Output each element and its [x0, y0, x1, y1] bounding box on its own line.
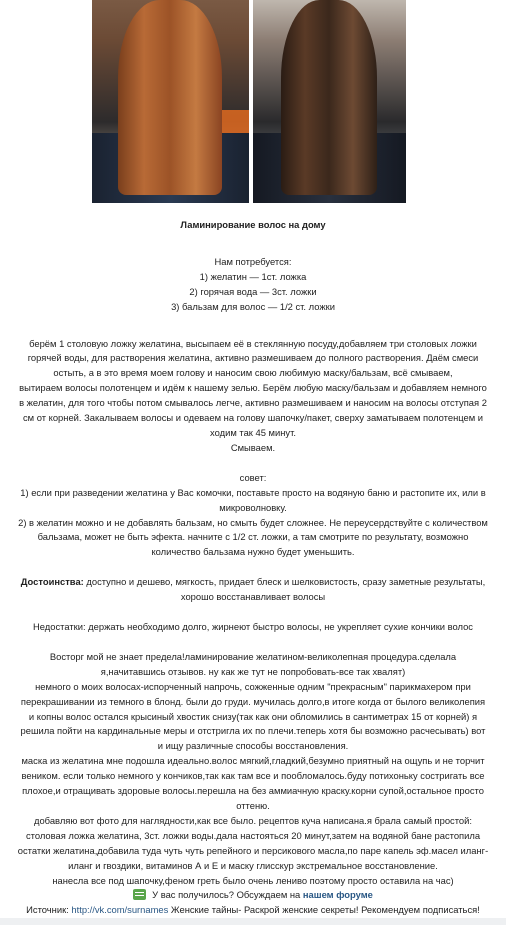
review-line: маска из желатина мне подошла идеально.волос мягкий,гладкий,безумно приятный на ощупь и не торчит [21, 755, 485, 767]
instruction-line: в желатин, для того чтобы потом смывалось легче, активно размешиваем и наносим на волосы отступая 2 [19, 397, 487, 409]
instruction-line: ходим так 45 минут. [210, 426, 296, 438]
instruction-line: берём 1 столовую ложку желатина, высыпаем её в стеклянную посуду,добавляем три столовых ложки [29, 337, 477, 349]
review-line: Восторг мой не знает предела!ламинирование желатином-великолепная процедура.сделала [49, 650, 457, 662]
review-line: добавляю вот фото для наглядности,как все было. рецептов куча написана.я брала самый простой: [34, 814, 472, 826]
need-heading: Нам потребуется: [214, 255, 292, 267]
advice-line: количество бальзама нужно будет уменьшить. [151, 546, 355, 558]
source-line [10, 903, 496, 918]
instruction-line: см от корней. Закалываем волосы и одеваем на голову шапочку/пакет, сверху заматываем полотенцем и [22, 412, 484, 424]
before-photo [92, 0, 249, 203]
forum-line [10, 888, 496, 903]
source-text: Женские тайны- Раскрой женские секреты! Рекомендуем подписаться! [168, 904, 480, 916]
article-title: Ламинирование волос на дому [180, 219, 326, 230]
review-line: плохое,и отращивать здоровые волосы.перешла на без аммиачную краску.корни супой,остальное просто [22, 785, 484, 797]
source-label: Источник: [26, 904, 72, 916]
forum-text: У вас получилось? Обсуждаем на [152, 889, 303, 901]
pros-text: доступно и дешево, мягкость, придает блеск и шелковистость, сразу заметные результаты, [83, 576, 486, 588]
pros-label: Достоинства: [20, 576, 84, 588]
review-line: и ищу различные способы восстановления. [157, 740, 349, 752]
footer-divider [0, 918, 506, 925]
advice-line: бальзама, может не быть эфекта. начните с 1/2 ст. ложки, а там смотрите по результату, возможно [37, 531, 469, 543]
ingredient-item: 2) горячая вода — 3ст. ложки [189, 285, 317, 297]
instruction-line: остыть, а в это время моем голову и наносим свою любимую маску/бальзам, всё смываем, [53, 367, 453, 379]
forum-link[interactable]: нашем форуме [302, 889, 373, 901]
advice-line: 2) в желатин можно и не добавлять бальзам, но смыть будет сложнее. Не переусердствуйте с количеством [18, 516, 488, 528]
instruction-line: Смываем. [230, 441, 276, 453]
advice-line: 1) если при разведении желатина у Вас комочки, поставьте просто на водяную баню и растопите их, или в [20, 486, 486, 498]
article-body [10, 218, 496, 918]
pros-line: хорошо восстанавливает волосы [180, 591, 326, 603]
instruction-line: горячей воды, для растворения желатина, активно размешиваем до полного растворения. Даём смеси [27, 352, 479, 364]
advice-line: микроволновку. [219, 501, 287, 513]
advice-heading: совет: [239, 471, 267, 483]
hair-photos [92, 0, 406, 203]
review-line: нанесла все под шапочку,феном греть было очень лениво поэтому просто оставила на час) [52, 874, 454, 886]
review-line: иланг и гвоздики, витаминов А и Е и маску глисскур экстремальное восстановление. [68, 859, 438, 871]
pros-line [10, 575, 496, 590]
instruction-line: вытираем волосы полотенцем и идём к нашему зелью. Берём любую маску/бальзам и добавляем немного [19, 382, 487, 394]
ingredient-item: 3) бальзам для волос — 1/2 ст. ложки [171, 300, 335, 312]
review-line: решила пойти на кардинальные меры и отстригла их по плечи.теперь хотя бы возможно расчесывать) вот [20, 725, 486, 737]
chat-bubble-icon [133, 889, 146, 900]
source-link[interactable]: http://vk.com/surnames [71, 904, 169, 916]
cons-line: Недостатки: держать необходимо долго, жирнеют быстро волосы, не укрепляет сухие кончики волос [33, 621, 473, 633]
review-line: и копны волос остался крысиный хвостик снизу(так как они обломились в сантиметрах 15 от корней) я [28, 710, 478, 722]
review-line: оттеню. [236, 800, 270, 811]
review-line: веником. если только немного у кончиков,так как там все и пообломалось.буду потихоньку состригать все [21, 770, 485, 782]
review-line: остатки желатина,добавила туда чуть чуть репейного и персикового масла,по паре капель эф.масел иланг- [17, 844, 489, 856]
review-line: немного о моих волосах-испорченный напрочь, сожженные одним "прекрасным" парикмахером при [35, 680, 471, 692]
after-photo [253, 0, 406, 203]
review-line: столовая ложка желатина, 3ст. ложки воды.дала настояться 20 минут,затем на водяной бане растопила [25, 829, 481, 841]
review-line: я,начитавшись отзывов. ну как же тут не попробовать-все так хвалят) [100, 665, 406, 677]
ingredient-item: 1) желатин — 1ст. ложка [199, 270, 307, 282]
review-line: перекрашивании из темного в блонд. были до груди. мучилась долго,в итоге когда от былого великолепия [20, 695, 486, 707]
